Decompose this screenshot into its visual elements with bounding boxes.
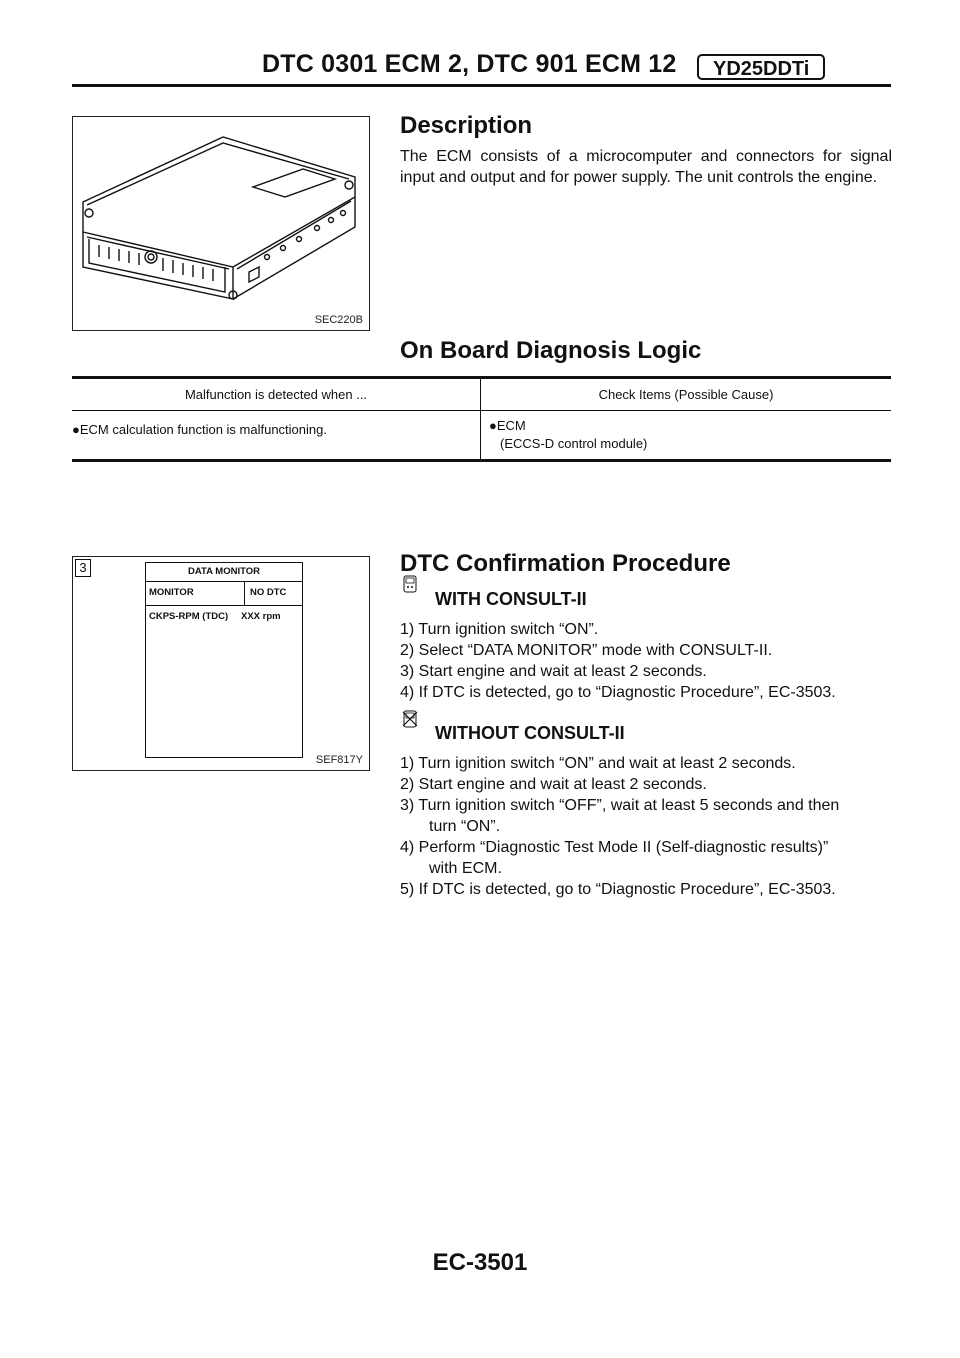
with-consult-heading: WITH CONSULT-II (435, 589, 587, 609)
without-step-4-cont: with ECM. (429, 860, 502, 877)
ecm-figure (72, 116, 370, 331)
bullet: ● (72, 422, 80, 437)
with-step-1: 1) Turn ignition switch “ON”. (400, 621, 599, 638)
without-step-3: 3) Turn ignition switch “OFF”, wait at least 5 seconds and then (400, 797, 840, 814)
monitor-divider (146, 581, 302, 582)
monitor-status: NO DTC (250, 587, 287, 598)
table-header-check-items: Check Items (Possible Cause) (598, 387, 774, 402)
diagnosis-table (72, 376, 891, 462)
with-step-3: 3) Start engine and wait at least 2 seconds. (400, 663, 707, 680)
monitor-divider (146, 605, 302, 606)
table-header-row (72, 379, 891, 410)
table-cell-check-items (481, 411, 891, 459)
monitor-item: CKPS-RPM (TDC) (149, 611, 229, 622)
table-header-malfunction: Malfunction is detected when ... (72, 379, 481, 410)
without-step-1: 1) Turn ignition switch “ON” and wait at least 2 seconds. (400, 755, 796, 772)
consult-tool-icon (402, 575, 418, 593)
without-step-3-cont: turn “ON”. (429, 818, 501, 835)
malfunction-text: ECM calculation function is malfunctioning. (79, 422, 327, 437)
check-item-ecm: ECM (496, 418, 526, 433)
table-row (72, 411, 891, 459)
without-step-4: 4) Perform “Diagnostic Test Mode II (Self-diagnostic results)” (400, 839, 829, 856)
step-number-box: 3 (75, 559, 91, 577)
monitor-value: XXX rpm (241, 611, 281, 622)
page-number: EC-3501 (432, 1249, 528, 1276)
table-cell-malfunction (72, 411, 481, 459)
check-item-ecm-detail: (ECCS-D control module) (500, 436, 648, 451)
with-step-4: 4) If DTC is detected, go to “Diagnostic Procedure”, EC-3503. (400, 684, 836, 701)
monitor-title: DATA MONITOR (188, 566, 260, 577)
ecm-unit-illustration-icon (73, 117, 368, 329)
with-step-2: 2) Select “DATA MONITOR” mode with CONSULT-II. (400, 642, 773, 659)
monitor-column-label: MONITOR (149, 587, 194, 598)
bullet: ● (489, 418, 497, 433)
engine-model-badge: YD25DDTi (697, 54, 825, 80)
data-monitor-figure (72, 556, 370, 771)
page-header-title: DTC 0301 ECM 2, DTC 901 ECM 12 (262, 50, 677, 78)
without-consult-heading: WITHOUT CONSULT-II (435, 723, 625, 743)
monitor-column-divider (244, 581, 245, 605)
without-step-2: 2) Start engine and wait at least 2 seconds. (400, 776, 707, 793)
no-consult-tool-icon (402, 710, 418, 728)
description-text: The ECM consists of a microcomputer and connectors for signal input and output and for power supply. The unit controls the engine. (400, 148, 892, 186)
header-rule (72, 84, 891, 87)
monitor-screen (145, 562, 303, 758)
figure-code: SEC220B (314, 314, 363, 326)
description-heading: Description (400, 112, 533, 139)
dtc-heading: DTC Confirmation Procedure (400, 550, 731, 577)
obd-heading: On Board Diagnosis Logic (400, 337, 702, 364)
figure-code: SEF817Y (315, 754, 363, 766)
without-step-5: 5) If DTC is detected, go to “Diagnostic Procedure”, EC-3503. (400, 881, 836, 898)
